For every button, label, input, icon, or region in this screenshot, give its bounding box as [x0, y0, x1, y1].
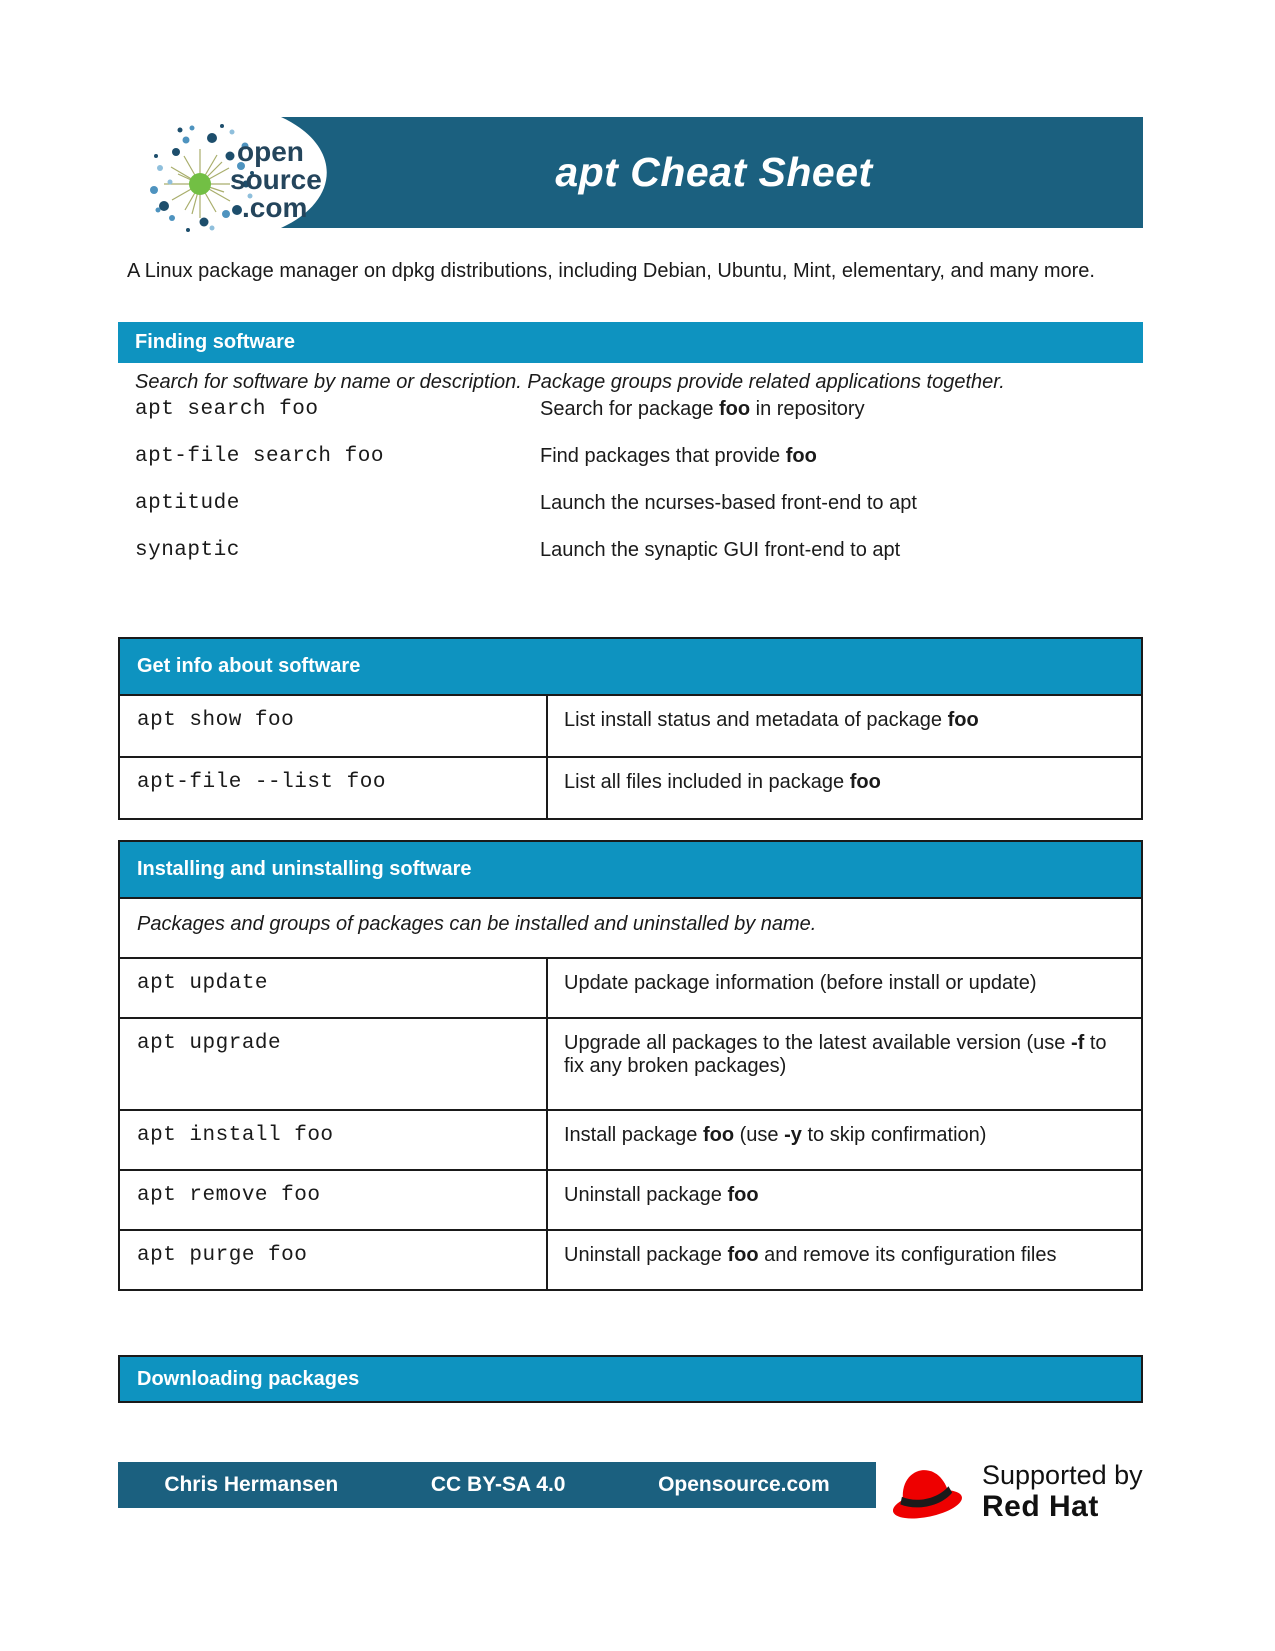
command-description: Update package information (before install or update) [546, 959, 1141, 1017]
table-row [120, 756, 1141, 818]
footer-license: CC BY-SA 4.0 [430, 1473, 566, 1496]
red-hat-wordmark: Red Hat [982, 1489, 1099, 1523]
finding-software-note: Search for software by name or description. Package groups provide related applications together. [135, 371, 1005, 393]
command-description: Launch the ncurses-based front-end to apt [540, 492, 917, 514]
command-text: apt search foo [135, 398, 319, 421]
section-heading-downloading: Downloading packages [118, 1355, 1143, 1403]
command-row [118, 445, 1143, 492]
command-text: synaptic [135, 539, 240, 562]
logo-center-dot [189, 173, 211, 195]
red-hat-fedora-icon [883, 1458, 969, 1532]
command-text: aptitude [135, 492, 240, 515]
opensource-logo [142, 118, 330, 236]
command-description: Launch the synaptic GUI front-end to apt [540, 539, 901, 561]
intro-text: A Linux package manager on dpkg distributions, including Debian, Ubuntu, Mint, elementary, and many more. [127, 260, 1095, 282]
installing-note: Packages and groups of packages can be installed and uninstalled by name. [120, 897, 1141, 957]
command-text: apt install foo [137, 1124, 334, 1147]
command-description: Uninstall package foo [546, 1171, 1141, 1229]
page-title: apt Cheat Sheet [555, 149, 873, 195]
command-description: Find packages that provide foo [540, 445, 817, 467]
command-description: Search for package foo in repository [540, 398, 865, 420]
command-description: List install status and metadata of package foo [546, 696, 1141, 756]
command-text: apt-file search foo [135, 445, 384, 468]
logo-text-source: source [230, 164, 322, 195]
command-text: apt-file --list foo [137, 771, 386, 794]
footer-bar [118, 1462, 876, 1508]
command-row [118, 492, 1143, 539]
table-row [120, 1109, 1141, 1169]
command-text: apt update [137, 972, 269, 995]
logo-text-open: open [237, 136, 304, 167]
logo-text-com: .com [242, 192, 308, 223]
table-installing-uninstalling [118, 840, 1143, 1291]
finding-software-list [118, 398, 1143, 586]
table-row [120, 694, 1141, 756]
table-row [120, 1169, 1141, 1229]
command-row [118, 398, 1143, 445]
command-description: Uninstall package foo and remove its configuration files [546, 1231, 1141, 1289]
command-text: apt upgrade [137, 1032, 282, 1055]
table-row [120, 1017, 1141, 1109]
table-row [120, 1229, 1141, 1289]
command-description: List all files included in package foo [546, 758, 1141, 818]
supported-by-redhat [982, 1461, 1143, 1523]
section-heading-installing: Installing and uninstalling software [120, 842, 1141, 897]
supported-by-text: Supported by [982, 1460, 1143, 1490]
footer-site: Opensource.com [658, 1473, 830, 1496]
table-row [120, 957, 1141, 1017]
command-row [118, 539, 1143, 586]
section-heading-finding-software: Finding software [118, 322, 1143, 363]
command-description: Install package foo (use -y to skip confirmation) [546, 1111, 1141, 1169]
command-description: Upgrade all packages to the latest available version (use -f to fix any broken packages) [546, 1019, 1141, 1109]
logo-wordmark [230, 136, 322, 223]
footer-author: Chris Hermansen [164, 1473, 339, 1496]
command-text: apt show foo [137, 709, 295, 732]
table-get-info-about-software [118, 637, 1143, 820]
section-heading-get-info: Get info about software [120, 639, 1141, 694]
command-text: apt purge foo [137, 1244, 308, 1267]
command-text: apt remove foo [137, 1184, 321, 1207]
